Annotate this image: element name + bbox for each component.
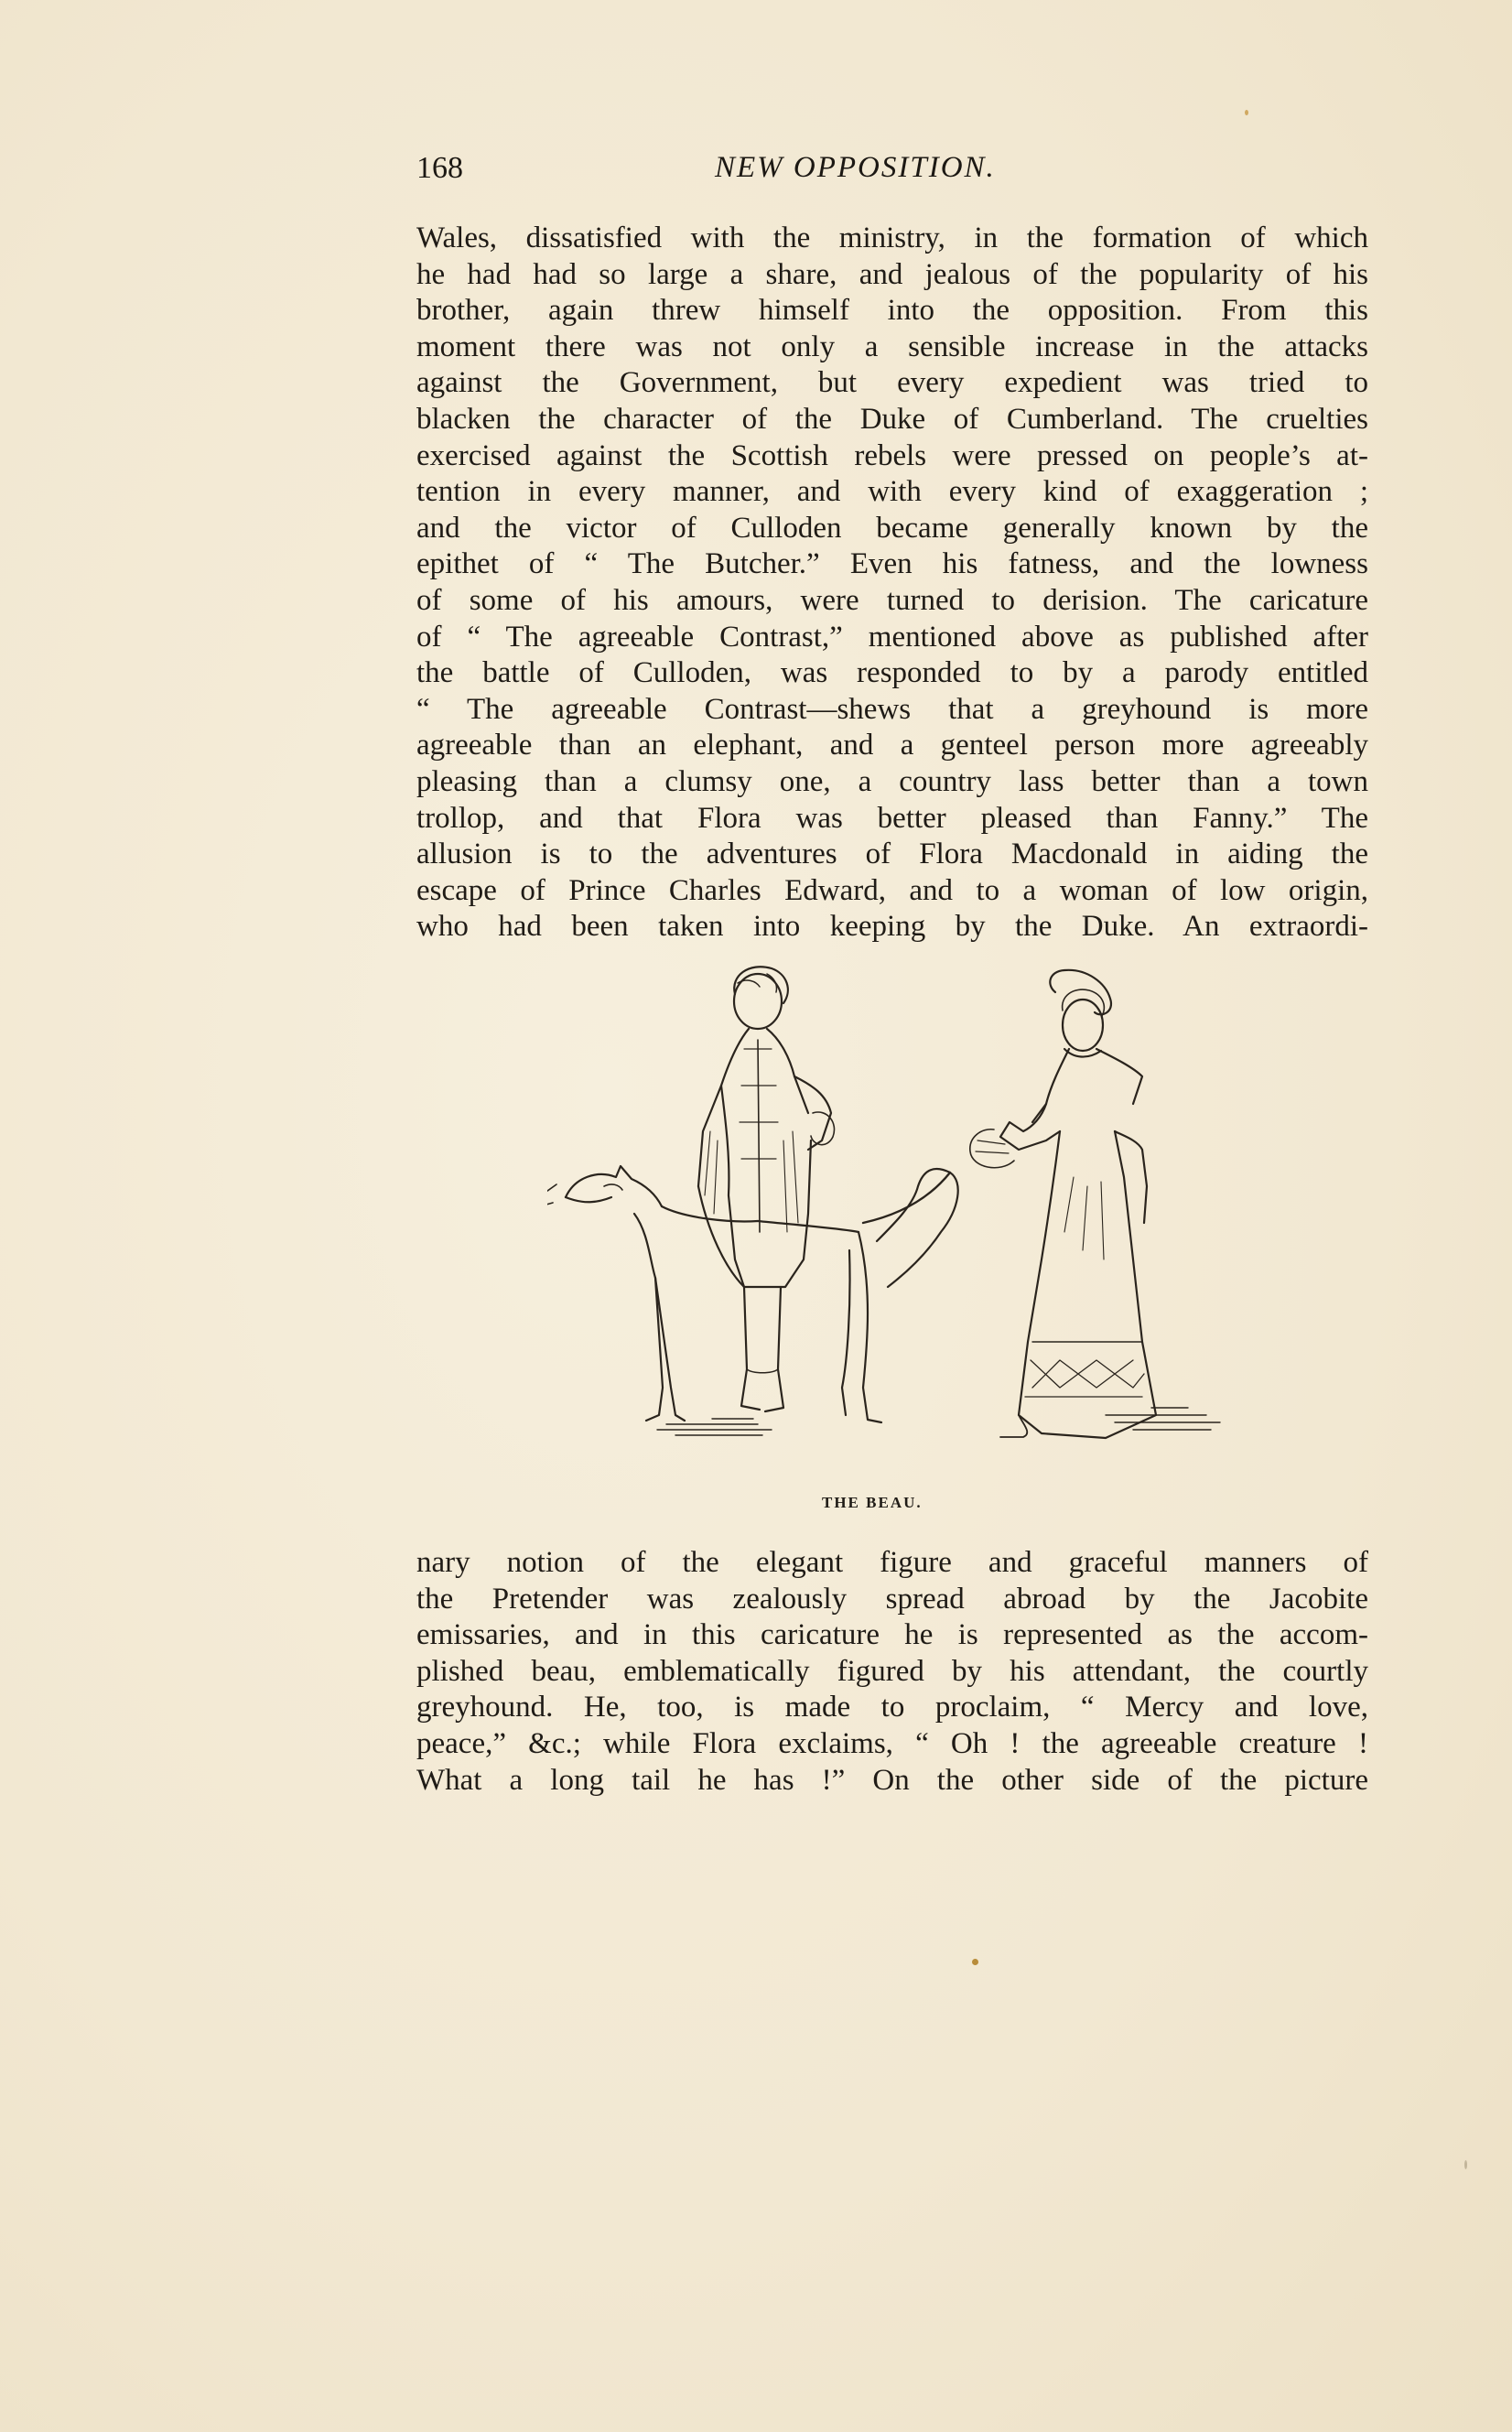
text-line: brother, again threw himself into the opposition. From this [416, 294, 1368, 328]
text-line: who had been taken into keeping by the Duke. An extraordi- [416, 910, 1368, 944]
body-text-bottom [416, 1545, 1368, 1799]
beau-figure [698, 967, 834, 1411]
body-text-top [416, 221, 1368, 946]
text-line: trollop, and that Flora was better pleased than Fanny.” The [416, 801, 1368, 835]
text-line: against the Government, but every expedient was tried to [416, 366, 1368, 400]
running-head: NEW OPPOSITION. [715, 151, 996, 184]
text-line: allusion is to the adventures of Flora Macdonald in aiding the [416, 838, 1368, 871]
ground-hatching-right [1106, 1408, 1220, 1430]
text-line: plished beau, emblematically figured by his attendant, the courtly [416, 1654, 1368, 1688]
greyhound-tail [863, 1173, 950, 1223]
ground-hatching-left [657, 1419, 772, 1435]
text-line: epithet of “ The Butcher.” Even his fatness, and the lowness [416, 547, 1368, 581]
text-line: and the victor of Culloden became generally known by the [416, 511, 1368, 545]
text-line: “ The agreeable Contrast—shews that a greyhound is more [416, 692, 1368, 726]
paper-speck [972, 1959, 978, 1965]
illustration-the-beau [547, 957, 1225, 1492]
text-line: nary notion of the elegant figure and graceful manners of [416, 1546, 1368, 1579]
text-line: agreeable than an elephant, and a genteel person more agreeably [416, 729, 1368, 762]
page-number: 168 [416, 151, 463, 185]
text-line: What a long tail he has !” On the other side of the picture [416, 1763, 1368, 1797]
page-header [416, 151, 1074, 197]
text-line: of some of his amours, were turned to derision. The caricature [416, 583, 1368, 617]
figure-caption: THE BEAU. [822, 1494, 923, 1511]
text-line: he had had so large a share, and jealous of the popularity of his [416, 257, 1368, 291]
flora-figure [970, 970, 1156, 1438]
text-line: tention in every manner, and with every kind of exaggeration ; [416, 475, 1368, 509]
text-line: emissaries, and in this caricature he is represented as the accom- [416, 1618, 1368, 1652]
text-line: of “ The agreeable Contrast,” mentioned above as published after [416, 620, 1368, 654]
beau-engraving [547, 957, 1225, 1492]
text-line: exercised against the Scottish rebels were pressed on people’s at- [416, 438, 1368, 472]
paper-speck [1245, 110, 1248, 115]
paper-speck [1464, 2160, 1467, 2169]
text-line: pleasing than a clumsy one, a country lass better than a town [416, 764, 1368, 798]
text-line: moment there was not only a sensible increase in the attacks [416, 330, 1368, 363]
text-line: the Pretender was zealously spread abroad by the Jacobite [416, 1582, 1368, 1616]
text-line: blacken the character of the Duke of Cumberland. The cruelties [416, 402, 1368, 436]
text-line: greyhound. He, too, is made to proclaim, “ Mercy and love, [416, 1691, 1368, 1724]
text-line: Wales, dissatisfied with the ministry, in the formation of which [416, 222, 1368, 254]
text-line: peace,” &c.; while Flora exclaims, “ Oh ! the agreeable creature ! [416, 1726, 1368, 1760]
greyhound-figure [547, 1166, 958, 1422]
text-line: the battle of Culloden, was responded to by a parody entitled [416, 656, 1368, 690]
text-line: escape of Prince Charles Edward, and to a woman of low origin, [416, 873, 1368, 907]
